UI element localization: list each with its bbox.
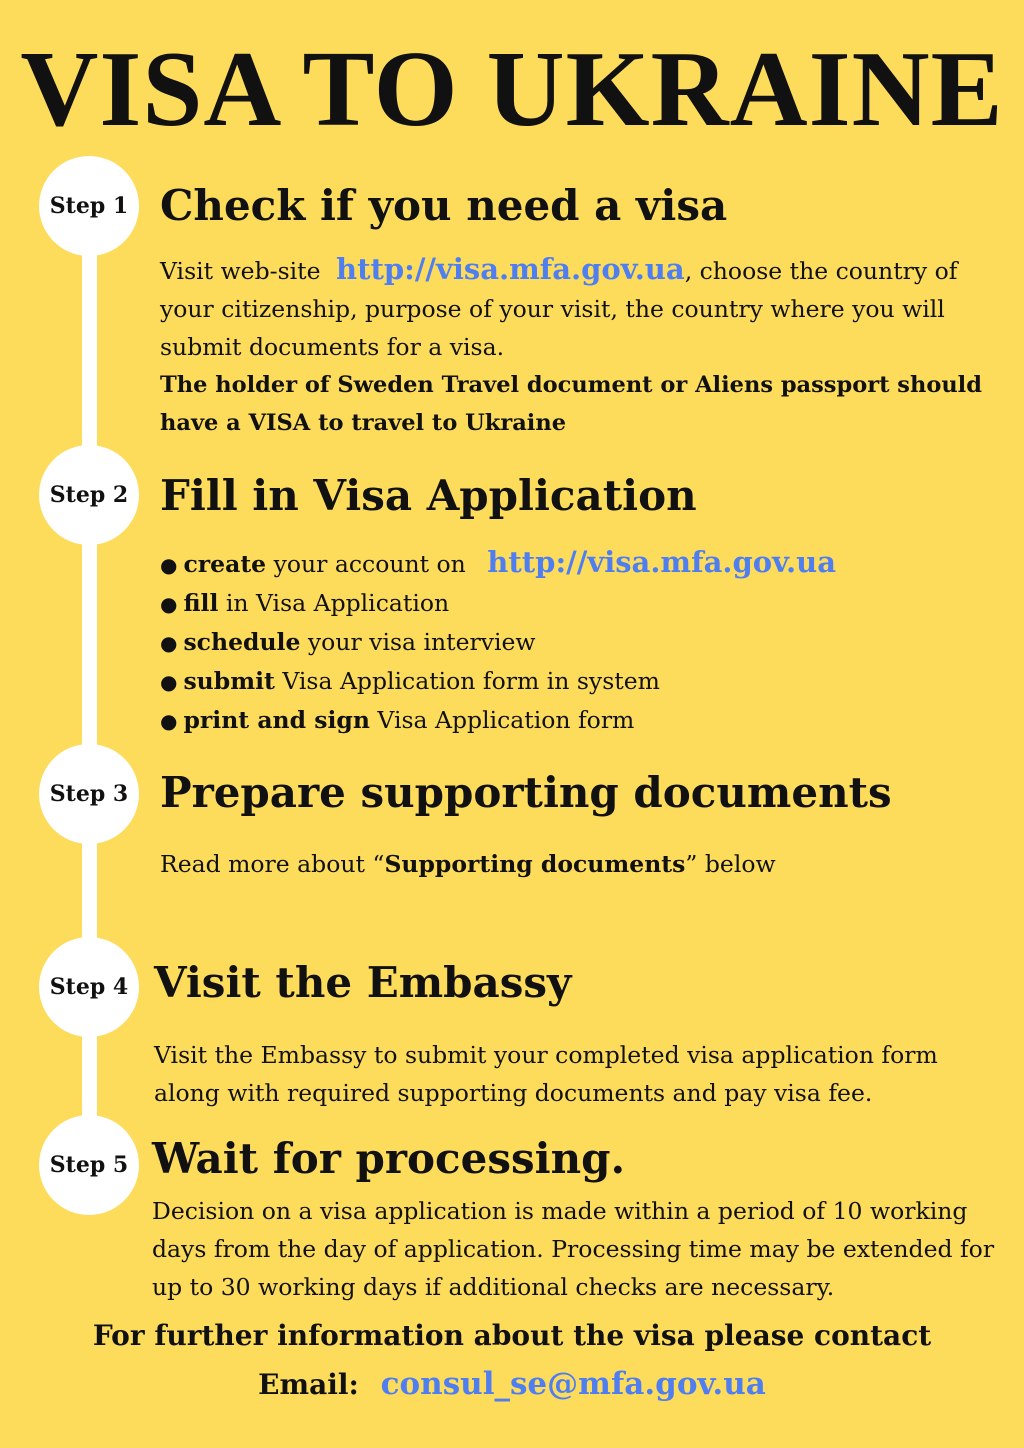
step-5-description: Decision on a visa application is made within a period of 10 working days from the day of application. Processing time may be extended for up to 30 working days if additional checks are necessary.: [152, 1197, 995, 1301]
bullet-icon: ●: [160, 553, 178, 577]
step-2-heading: Fill in Visa Application: [160, 471, 697, 520]
step-5-heading: Wait for processing.: [152, 1134, 626, 1183]
step-3-heading: Prepare supporting documents: [160, 768, 892, 817]
step-3-badge: Step 3: [39, 744, 139, 844]
create-account-link[interactable]: http://visa.mfa.gov.ua: [487, 545, 836, 579]
step-2-bullet-list: [160, 543, 836, 740]
footer-contact-line: For further information about the visa please contact: [92, 1319, 932, 1352]
email-link[interactable]: consul_se@mfa.gov.ua: [380, 1366, 766, 1402]
bullet-icon: ●: [160, 709, 178, 733]
bullet-item: [160, 584, 836, 623]
bullet-item: [160, 662, 836, 701]
bullet-bold: fill: [183, 589, 219, 617]
bullet-bold: submit: [183, 667, 275, 695]
bullet-bold: print and sign: [183, 706, 370, 734]
step-3-description: [160, 845, 990, 883]
step-1-after-link: , choose the country of your citizenship, purpose of your visit, the country where you will submit documents for a visa.: [160, 257, 958, 361]
step-4-heading: Visit the Embassy: [154, 958, 572, 1007]
step-5-badge: Step 5: [39, 1115, 139, 1215]
step-1-heading: Check if you need a visa: [160, 181, 728, 230]
step-3-pre: Read more about “: [160, 850, 385, 878]
step-1-intro: Visit web-site: [160, 257, 321, 285]
step-4-badge: Step 4: [39, 937, 139, 1037]
bullet-text: your account on: [266, 550, 474, 578]
bullet-item: [160, 623, 836, 662]
step-1-note: The holder of Sweden Travel document or Aliens passport should have a VISA to travel to Ukraine: [160, 372, 982, 436]
bullet-bold: create: [183, 550, 267, 578]
bullet-text: Visa Application form: [369, 706, 635, 734]
step-2-badge: Step 2: [39, 445, 139, 545]
email-label: Email:: [258, 1368, 359, 1401]
footer-email-line: [0, 1364, 1024, 1405]
bullet-item: [160, 701, 836, 740]
bullet-icon: ●: [160, 592, 178, 616]
supporting-documents-label: Supporting documents: [384, 850, 686, 878]
bullet-item: [160, 543, 836, 584]
step-3-post: ” below: [685, 850, 776, 878]
bullet-text: your visa interview: [300, 628, 536, 656]
step-1-badge: Step 1: [39, 156, 139, 256]
bullet-icon: ●: [160, 670, 178, 694]
step-4-description: Visit the Embassy to submit your completed visa application form along with required supporting documents and pay visa fee.: [154, 1041, 938, 1107]
bullet-text: Visa Application form in system: [274, 667, 660, 695]
bullet-text: in Visa Application: [218, 589, 450, 617]
page-title: VISA TO UKRAINE: [20, 30, 1004, 149]
bullet-bold: schedule: [183, 628, 301, 656]
step-1-description: [160, 250, 990, 442]
bullet-icon: ●: [160, 631, 178, 655]
visa-website-link[interactable]: http://visa.mfa.gov.ua: [335, 252, 685, 286]
